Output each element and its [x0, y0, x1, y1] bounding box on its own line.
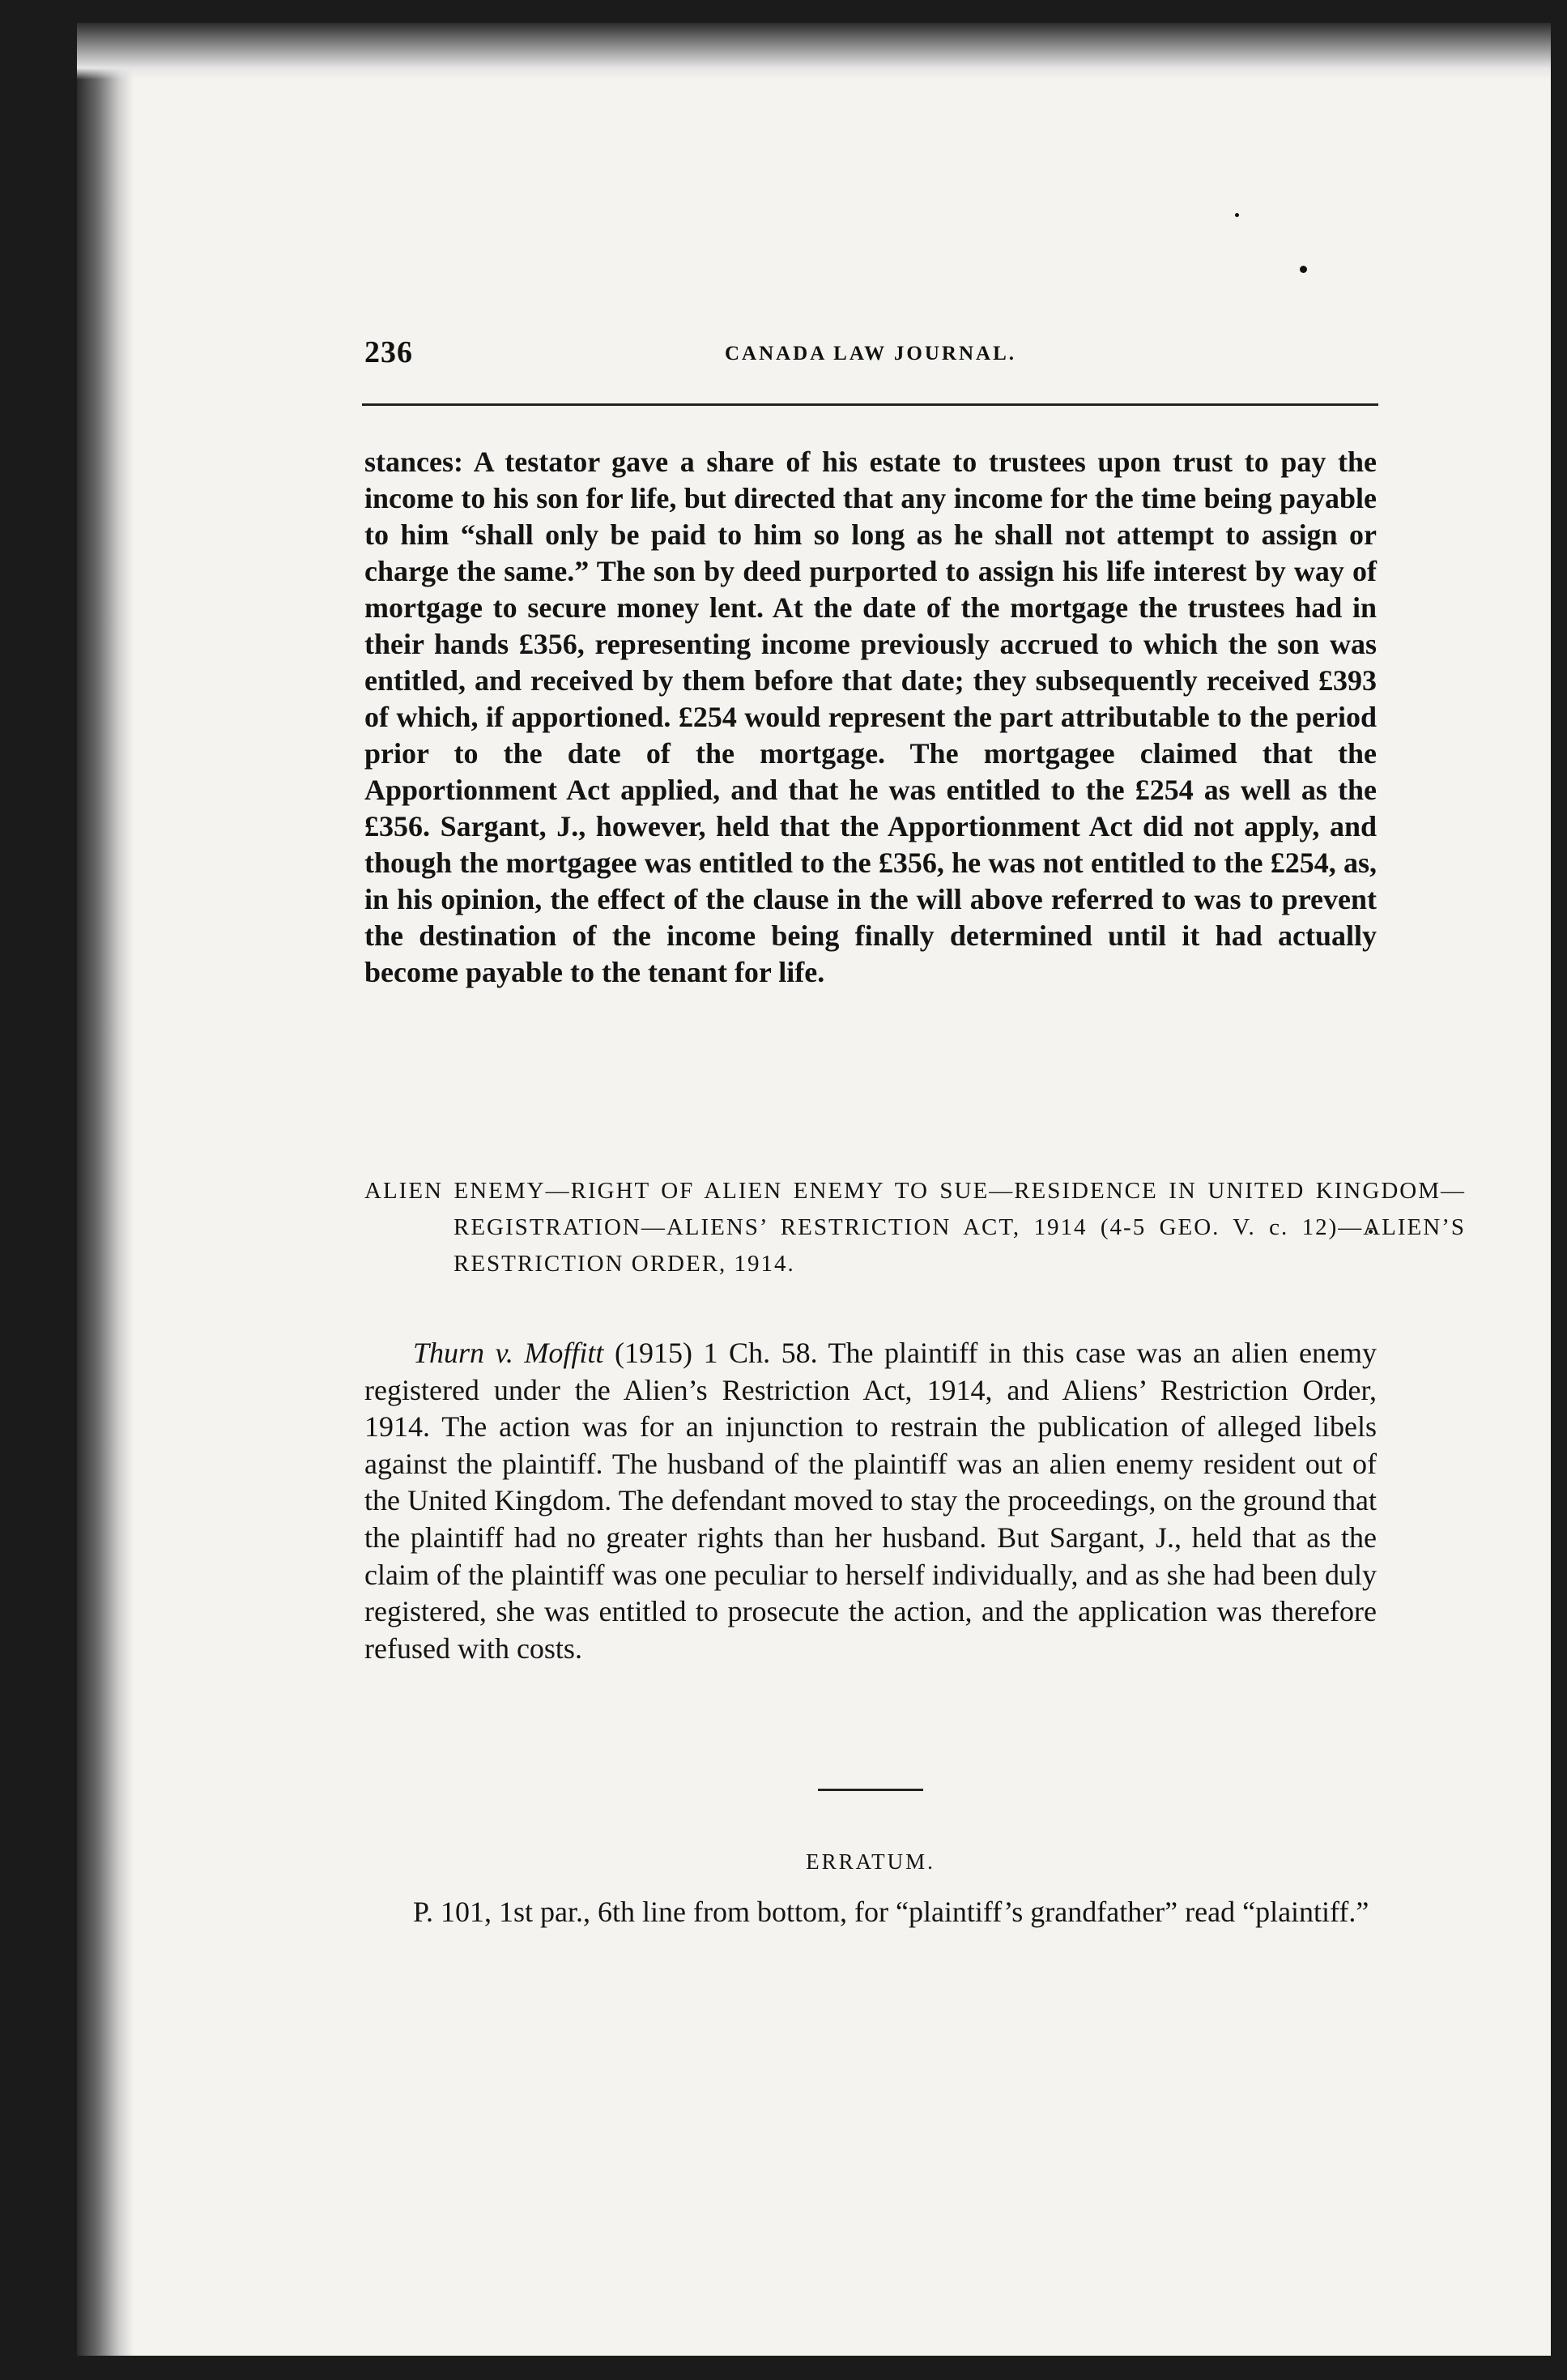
case-citation: Thurn v. Moffitt [413, 1337, 604, 1369]
erratum-text: P. 101, 1st par., 6th line from bottom, for “plaintiff’s grandfather” read “plaintiff.” [413, 1896, 1369, 1928]
header-rule [362, 403, 1378, 406]
journal-title: CANADA LAW JOURNAL. [724, 343, 1017, 365]
book-page [77, 23, 1551, 2356]
body-paragraph: stances: A testator gave a share of his estate to trustees upon trust to pay the income to his son for life, but directed that any income for the time being payable to him “shall only be paid to him so long as he shall not attempt to assign or charge the same.” The son by deed purported to assign his life interest by way of mortgage to secure money lent. At the date of the mortgage the trustees had in their hands £356, representing income previously accrued to which the son was entitled, and received by them before that date; they subsequently received £393 of which, if apportioned. £254 would represent the part attributable to the period prior to the date of the mortgage. The mortgagee claimed that the Apportionment Act applied, and that he was entitled to the £254 as well as the £356. Sargant, J., however, held that the Apportionment Act did not apply, and though the mortgagee was entitled to the £356, he was not entitled to the £254, as, in his opinion, the effect of the clause in the will above referred to was to prevent the destination of the income being finally determined until it had actually become payable to the tenant for life. [364, 446, 1377, 988]
case-paragraph [364, 1335, 1377, 1667]
running-header [364, 335, 1377, 375]
section-separator [818, 1789, 923, 1791]
section-heading: ALIEN ENEMY—RIGHT OF ALIEN ENEMY TO SUE—RESIDENCE IN UNITED KINGDOM—REGISTRATION—ALIENS’ RESTRICTION ACT, 1914 (4-5 GEO. V. c. 12)—ALIEN’S RESTRICTION ORDER, 1914. [364, 1178, 1466, 1277]
ink-speck [1235, 213, 1239, 217]
erratum-title: ERRATUM. [806, 1849, 935, 1874]
ink-speck [1300, 266, 1307, 273]
page-number: 236 [364, 335, 413, 369]
case-text: (1915) 1 Ch. 58. The plaintiff in this case was an alien enemy registered under the Alien’s Restriction Act, 1914, and Aliens’ Restriction Order, 1914. The action was for an injunction to restrain the publication of alleged libels against the plaintiff. The husband of the plaintiff was an alien enemy resident out of the United Kingdom. The defendant moved to stay the proceedings, on the ground that the plaintiff had no greater rights than her husband. But Sargant, J., held that as the claim of the plaintiff was one peculiar to herself individually, and as she had been duly registered, she was entitled to prosecute the action, and the application was therefore refused with costs. [364, 1337, 1377, 1665]
